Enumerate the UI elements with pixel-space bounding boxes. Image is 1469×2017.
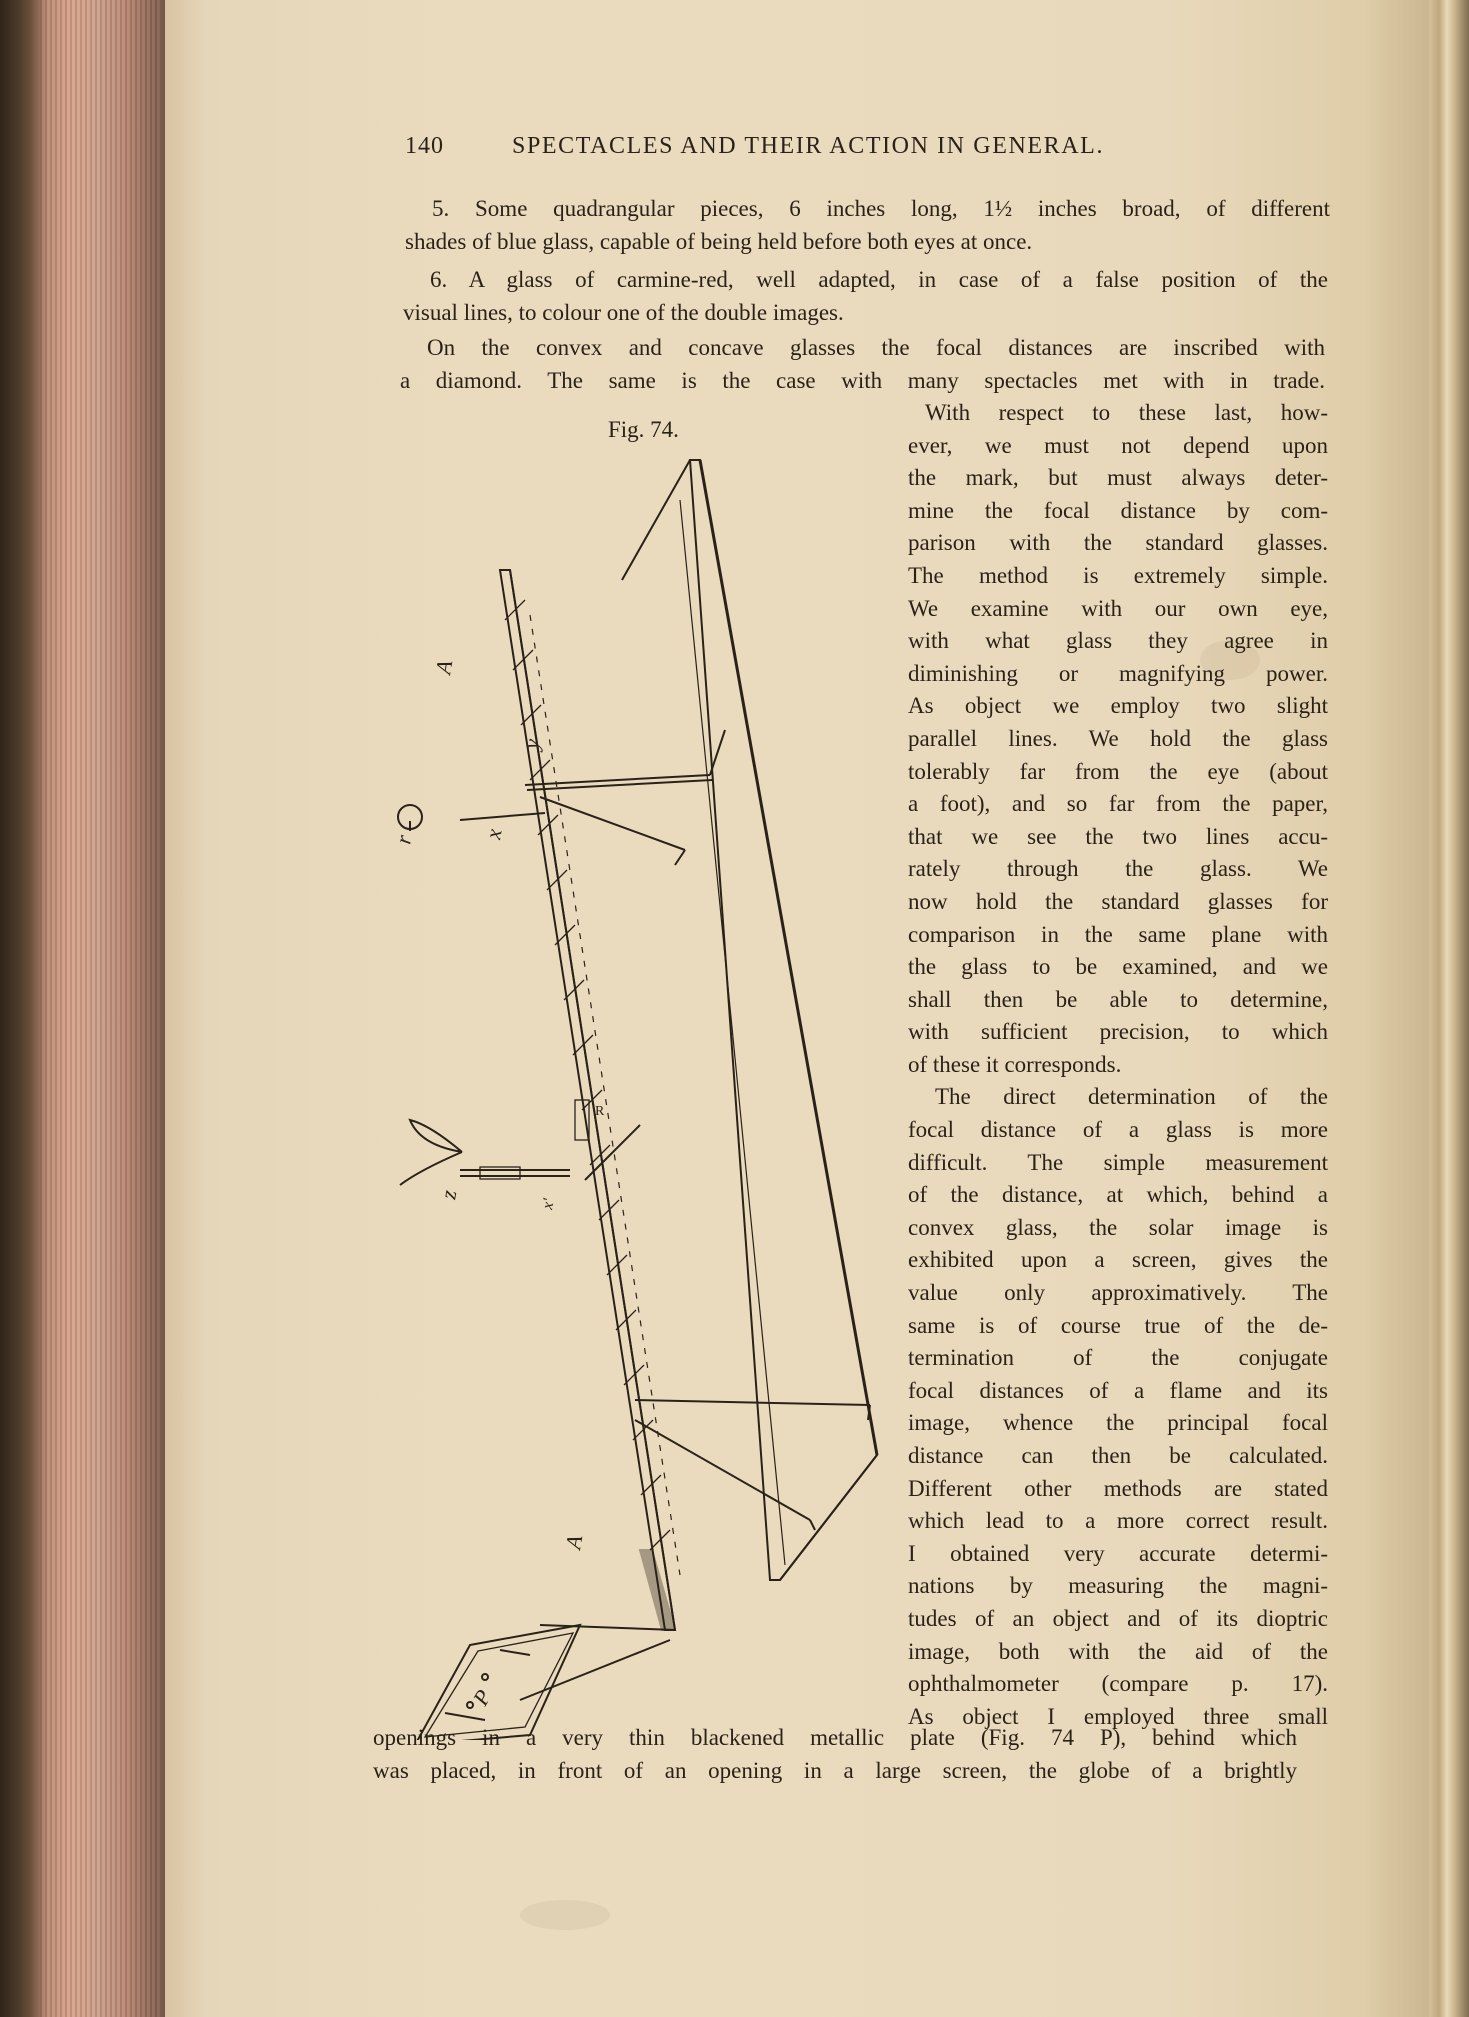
text-line: a diamond. The same is the case with many spectacles met with in trade. (400, 367, 1325, 393)
text-line: image, both with the aid of the (908, 1638, 1328, 1664)
paragraph-item-5 (405, 193, 1330, 258)
label-r: r (390, 833, 417, 846)
text-line: On the convex and concave glasses the focal distances are inscribed with (427, 335, 1325, 360)
sight-rod-collar (480, 1167, 520, 1179)
text-line: The method is extremely simple. (908, 562, 1328, 588)
figure-74-ophthalmometer-apparatus (390, 445, 900, 1740)
text-line: with what glass they agree in (908, 628, 1328, 654)
text-line: comparison in the same plane with (908, 921, 1328, 947)
text-line: that we see the two lines accu- (908, 823, 1328, 849)
text-line: parison with the standard glasses. (908, 530, 1328, 556)
text-line: focal distances of a flame and its (908, 1377, 1328, 1403)
paragraph-focal-distances (400, 332, 1325, 397)
text-line: mine the focal distance by com- (908, 497, 1328, 523)
text-line: As object I employed three small (908, 1703, 1328, 1729)
rail-edge-line (700, 460, 877, 1455)
text-line: now hold the standard glasses for (908, 888, 1328, 914)
text-line: As object we employ two slight (908, 693, 1328, 719)
text-line: 5. Some quadrangular pieces, 6 inches long, 1½ inches broad, of different (432, 196, 1330, 221)
text-line: value only approximatively. The (908, 1280, 1328, 1306)
text-line: exhibited upon a screen, gives the (908, 1247, 1328, 1273)
text-line: termination of the conjugate (908, 1345, 1328, 1371)
text-line: visual lines, to colour one of the double images. (403, 299, 844, 325)
rail-end-edge (780, 1455, 877, 1580)
text-line: openings in a very thin blackened metallic plate (Fig. 74 P), behind which (373, 1725, 1297, 1750)
text-line: shall then be able to determine, (908, 986, 1328, 1012)
page-header (405, 133, 1235, 169)
text-line: of these it corresponds. (908, 1051, 1122, 1077)
text-line: I obtained very accurate determi- (908, 1540, 1328, 1566)
paper-stain (520, 1900, 610, 1930)
text-line: Different other methods are stated (908, 1475, 1328, 1501)
rail-inner-line (680, 500, 785, 1565)
label-x-prime: x' (539, 1197, 558, 1211)
scale-dashed-line (530, 615, 680, 1575)
eye-piece-outline (410, 1120, 462, 1152)
rail-top-back-edge (622, 460, 690, 580)
plate-opening (467, 1702, 473, 1708)
text-line: the glass to be examined, and we (908, 954, 1328, 980)
text-line: diminishing or magnifying power. (908, 660, 1328, 686)
text-line: parallel lines. We hold the glass (908, 725, 1328, 751)
text-line: which lead to a more correct result. (908, 1508, 1328, 1534)
text-line: We examine with our own eye, (908, 595, 1328, 621)
text-line: 6. A glass of carmine-red, well adapted, in case of a false position of the (430, 267, 1328, 292)
book-page-edges-left (0, 0, 170, 2017)
figure-caption: Fig. 74. (608, 417, 679, 442)
text-line: tolerably far from the eye (about (908, 758, 1328, 784)
label-x: x (480, 826, 507, 841)
text-line: ophthalmometer (compare p. 17). (908, 1671, 1328, 1697)
wrapped-text-column (908, 397, 1328, 1733)
sight-rod (460, 813, 545, 820)
label-A-bottom: A (560, 1533, 588, 1551)
plate-opening (482, 1674, 488, 1680)
page-number: 140 (405, 133, 444, 159)
book-page-edges-right (1429, 0, 1469, 2017)
running-title: SPECTACLES AND THEIR ACTION IN GENERAL. (512, 133, 1105, 159)
bottom-paragraph (373, 1722, 1297, 1787)
upper-crossbar-lower (527, 780, 712, 790)
text-line: The direct determination of the (935, 1084, 1328, 1110)
upper-crossbar-arm (710, 730, 725, 775)
lower-crossbar (635, 1400, 870, 1405)
text-line: the mark, but must always deter- (908, 465, 1328, 491)
long-rail-board (690, 460, 877, 1580)
label-z: z (435, 1188, 462, 1201)
text-line: same is of course true of the de- (908, 1312, 1328, 1338)
text-line: focal distance of a glass is more (908, 1117, 1328, 1143)
text-line: tudes of an object and of its dioptric (908, 1605, 1328, 1631)
text-line: convex glass, the solar image is (908, 1214, 1328, 1240)
text-line: image, whence the principal focal (908, 1410, 1328, 1436)
text-line: rately through the glass. We (908, 856, 1328, 882)
text-line: a foot), and so far from the paper, (908, 791, 1328, 817)
page-stack-stripes (40, 0, 160, 2017)
text-line: nations by measuring the magni- (908, 1573, 1328, 1599)
text-line: difficult. The simple measurement (908, 1149, 1328, 1175)
upper-crossbar (525, 775, 710, 785)
label-P: P (467, 1685, 497, 1710)
text-line: of the distance, at which, behind a (908, 1182, 1328, 1208)
paragraph-item-6 (403, 264, 1328, 329)
text-line: distance can then be calculated. (908, 1443, 1328, 1468)
label-y: y (518, 736, 545, 751)
label-A-top: A (430, 658, 458, 676)
label-R: R (595, 1104, 605, 1119)
slider-support (585, 1125, 640, 1180)
second-crossbar-arm (675, 850, 685, 865)
text-line: With respect to these last, how- (925, 400, 1328, 425)
text-line: with sufficient precision, to which (908, 1019, 1328, 1045)
text-line: ever, we must not depend upon (908, 432, 1328, 458)
lower-crossbar-arm (635, 1420, 810, 1520)
text-line: shades of blue glass, capable of being held before both eyes at once. (405, 228, 1033, 254)
second-crossbar (540, 797, 685, 850)
text-line: was placed, in front of an opening in a large screen, the globe of a brightly (373, 1757, 1297, 1783)
